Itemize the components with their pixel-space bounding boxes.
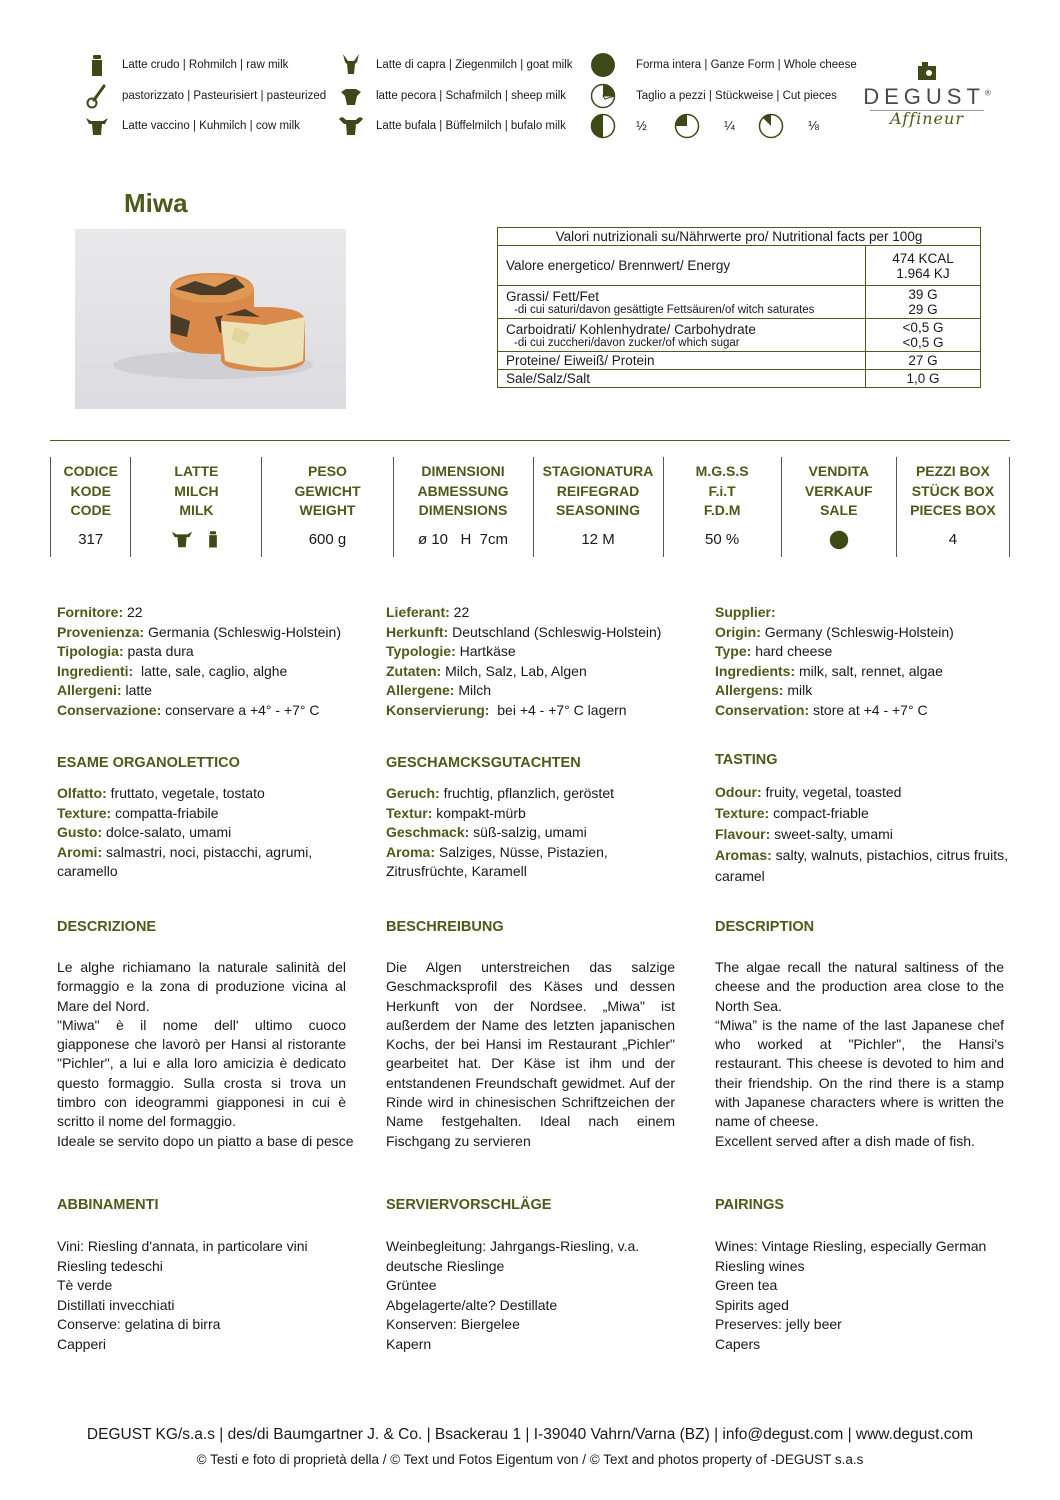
goat-icon bbox=[338, 52, 364, 78]
list-item: Green tea bbox=[715, 1277, 778, 1293]
list-item: Spirits aged bbox=[715, 1296, 789, 1313]
desc-de: Die Algen unterstreichen das salzige Geschmacksprofil des Käses und dessen Herkunft von der Nordsee. „Miwa" ist außerdem der Name des letzten japanischen Kochs, der bei Hansi im Restaurant „Pichler" gearbeitet hat. Der Käse ist ihm und der entstandenen Freundschaft gewidmet. Auf der Rinde wird in chinesischen Schriftzeichen der Name festgehalten. Ideal nach einem Fischgang zu servieren bbox=[386, 959, 675, 1149]
legend-whole-cheese: Forma intera | Ganze Form | Whole cheese bbox=[590, 52, 857, 78]
fraction-quarter-label: ¼ bbox=[724, 118, 735, 133]
nutrition-header: Valori nutrizionali su/Nährwerte pro/ Nutritional facts per 100g bbox=[498, 228, 981, 246]
info-de: Lieferant: 22 Herkunft: Deutschland (Schleswig-Holstein) Typologie: Hartkäse Zutaten: Milch, Salz, Lab, Algen Allergene: Milch Konservierung: bei +4 - +7° C lagern bbox=[386, 604, 662, 718]
cheese-logo-icon bbox=[916, 60, 938, 82]
sheep-icon bbox=[338, 83, 364, 109]
salt-label: Sale/Salz/Salt bbox=[498, 370, 866, 388]
spec-weight: PESO GEWICHT WEIGHT 600 g bbox=[261, 457, 392, 557]
fat-value: 39 G 29 G bbox=[866, 286, 981, 319]
degust-logo bbox=[862, 60, 992, 128]
list-item: Riesling wines bbox=[715, 1257, 805, 1274]
list-item: Weinbegleitung: Jahrgangs-Riesling, v.a. bbox=[386, 1238, 640, 1254]
spec-dimensions: DIMENSIONI ABMESSUNG DIMENSIONS ø 10 H 7cm bbox=[393, 457, 533, 557]
info-it: Fornitore: 22 Provenienza: Germania (Schleswig-Holstein) Tipologia: pasta dura Ingredienti: latte, sale, caglio, alghe Allergeni: latte Conservazione: conservare a +4° - +7° C bbox=[57, 604, 341, 718]
product-title: Miwa bbox=[124, 188, 188, 218]
footer-copyright: © Testi e foto di proprietà della / © Text und Fotos Eigentum von / © Text and photos property of -DEGUST s.a.s bbox=[196, 1452, 864, 1467]
list-item: Vini: Riesling d'annata, in particolare vini bbox=[57, 1238, 308, 1254]
pair-heading-en: PAIRINGS bbox=[715, 1197, 785, 1213]
fat-label: Grassi/ Fett/Fet -di cui saturi/davon gesättigte Fettsäuren/of witch saturates bbox=[498, 286, 866, 319]
legend-goat-milk: Latte di capra | Ziegenmilch | goat milk bbox=[338, 52, 572, 78]
carb-label: Carboidrati/ Kohlenhydrate/ Carbohydrate -di cui zuccheri/davon zucker/of which sugar bbox=[498, 319, 866, 352]
sale-value bbox=[782, 530, 896, 554]
legend-raw-milk: Latte crudo | Rohmilch | raw milk bbox=[84, 52, 288, 78]
desc-heading-en: DESCRIPTION bbox=[715, 919, 815, 935]
quarter-cheese-icon bbox=[674, 113, 700, 139]
list-item: Tè verde bbox=[57, 1277, 113, 1293]
cow-icon bbox=[170, 527, 194, 551]
tasting-heading-it: ESAME ORGANOLETTICO bbox=[57, 755, 240, 771]
product-photo bbox=[75, 229, 346, 409]
list-item: Capers bbox=[715, 1335, 761, 1352]
list-item: Conserve: gelatina di birra bbox=[57, 1316, 221, 1332]
eighth-cheese-icon bbox=[758, 113, 784, 139]
weight-value: 600 g bbox=[308, 531, 347, 548]
list-item: Grüntee bbox=[386, 1277, 437, 1293]
pair-heading-de: SERVIERVORSCHLÄGE bbox=[386, 1197, 552, 1213]
list-item: Wines: Vintage Riesling, especially German bbox=[715, 1238, 987, 1254]
legend-fractions bbox=[590, 113, 819, 139]
spec-pieces: PEZZI BOX STÜCK BOX PIECES BOX 4 bbox=[896, 457, 1010, 557]
legend-sheep-milk: latte pecora | Schafmilch | sheep milk bbox=[338, 83, 566, 109]
cut-pieces-icon bbox=[590, 83, 616, 109]
dimensions-value: ø 10 H 7cm bbox=[417, 531, 509, 548]
spec-fdm: M.G.S.S F.i.T F.D.M 50 % bbox=[663, 457, 781, 557]
cow-icon bbox=[84, 113, 110, 139]
energy-label: Valore energetico/ Brennwert/ Energy bbox=[498, 246, 866, 286]
milk-value bbox=[131, 527, 261, 555]
legend-pasteurized: pastorizzato | Pasteurisiert | pasteurized bbox=[84, 83, 326, 109]
fdm-value: 50 % bbox=[705, 531, 740, 548]
list-item: deutsche Rieslinge bbox=[386, 1257, 505, 1274]
tasting-it: Olfatto: fruttato, vegetale, tostato Texture: compatta-friabile Gusto: dolce-salato, umami Aromi: salmastri, noci, pistacchi, agrumi, caramello bbox=[57, 785, 313, 879]
tasting-en: Odour: fruity, vegetal, toasted Texture: compact-friable Flavour: sweet-salty, umami Aromas: salty, walnuts, pistachios, citrus fruits, caramel bbox=[715, 784, 1009, 884]
list-item: Distillati invecchiati bbox=[57, 1296, 175, 1313]
info-en: Supplier: Origin: Germany (Schleswig-Holstein) Type: hard cheese Ingredients: milk, salt, rennet, algae Allergens: milk Conservation: store at +4 - +7° C bbox=[715, 604, 954, 718]
nutrition-table bbox=[497, 227, 981, 388]
milk-bottle-icon bbox=[84, 52, 110, 78]
pieces-value: 4 bbox=[948, 531, 958, 548]
spec-milk: LATTE MILCH MILK bbox=[130, 457, 261, 557]
thermometer-icon bbox=[84, 83, 110, 109]
list-item: Capperi bbox=[57, 1335, 107, 1352]
code-value: 317 bbox=[78, 531, 104, 548]
logo-subtitle: Affineur bbox=[890, 109, 964, 128]
buffalo-icon bbox=[338, 113, 364, 139]
spec-seasoning: STAGIONATURA REIFEGRAD SEASONING 12 M bbox=[533, 457, 663, 557]
list-item: Abgelagerte/alte? Destillate bbox=[386, 1296, 558, 1313]
fraction-eighth-label: ⅛ bbox=[808, 118, 819, 133]
footer-address: DEGUST KG/s.a.s | des/di Baumgartner J. & Co. | Bsackerau 1 | I-39040 Vahrn/Varna (BZ) | info@degust.com | www.degust.com bbox=[86, 1426, 974, 1443]
list-item: Kapern bbox=[386, 1335, 432, 1352]
pair-heading-it: ABBINAMENTI bbox=[57, 1197, 159, 1213]
desc-heading-de: BESCHREIBUNG bbox=[386, 919, 504, 935]
desc-it: Le alghe richiamano la naturale salinità del formaggio e la zona di produzione vicina al Mare del Nord. "Miwa" è il nome dell' ultimo cuoco giapponese che lavorò per Hansi al ristorante "Pichler", a lui e alla loro amicizia è dedicato questo formaggio. Sulla crosta si trova un timbro con ideogrammi giapponesi in cui è scritto il nome del formaggio. Ideale se servito dopo un piatto a base di pesce bbox=[57, 959, 354, 1149]
protein-value: 27 G bbox=[866, 352, 981, 370]
tasting-de: Geruch: fruchtig, pflanzlich, geröstet Textur: kompakt-mürb Geschmack: süß-salzig, umami Aroma: Salziges, Nüsse, Pistazien, Zitrusfrüchte, Karamell bbox=[386, 785, 614, 879]
spec-sale: VENDITA VERKAUF SALE bbox=[781, 457, 896, 557]
protein-label: Proteine/ Eiweiß/ Protein bbox=[498, 352, 866, 370]
tasting-heading-en: TASTING bbox=[715, 752, 778, 768]
tasting-heading-de: GESCHAMCKSGUTACHTEN bbox=[386, 755, 581, 771]
logo-word: DEGUST® bbox=[863, 84, 991, 109]
legend-bufalo-milk: Latte bufala | Büffelmilch | bufalo milk bbox=[338, 113, 566, 139]
spec-bar bbox=[50, 457, 1010, 557]
list-item: Konserven: Biergelee bbox=[386, 1316, 520, 1332]
spec-code: CODICE KODE CODE 317 bbox=[50, 457, 130, 557]
fraction-half-label: ½ bbox=[636, 118, 647, 133]
seasoning-value: 12 M bbox=[581, 531, 615, 548]
divider bbox=[50, 440, 1010, 441]
pair-it bbox=[57, 1237, 357, 1354]
energy-value: 474 KCAL 1.964 KJ bbox=[866, 246, 981, 286]
pair-en bbox=[715, 1237, 1015, 1354]
whole-cheese-icon bbox=[590, 52, 616, 78]
pair-de bbox=[386, 1237, 686, 1354]
half-cheese-icon bbox=[590, 113, 616, 139]
list-item: Preserves: jelly beer bbox=[715, 1316, 842, 1332]
desc-heading-it: DESCRIZIONE bbox=[57, 919, 157, 935]
legend-cow-milk: Latte vaccino | Kuhmilch | cow milk bbox=[84, 113, 300, 139]
carb-value: <0,5 G <0,5 G bbox=[866, 319, 981, 352]
whole-cheese-icon bbox=[829, 530, 849, 550]
desc-en: The algae recall the natural saltiness of the cheese and the production area close to the North Sea. “Miwa” is the name of the last Japanese chef who worked at "Pichler", the Hansi's restaurant. This cheese is devoted to him and their friendship. On the rind there is a stamp with Japanese characters where is written the name of cheese. Excellent served after a dish made of fish. bbox=[715, 959, 1004, 1149]
milk-bottle-icon bbox=[203, 527, 223, 551]
list-item: Riesling tedeschi bbox=[57, 1257, 163, 1274]
salt-value: 1,0 G bbox=[866, 370, 981, 388]
legend-cut-pieces: Taglio a pezzi | Stückweise | Cut pieces bbox=[590, 83, 837, 109]
